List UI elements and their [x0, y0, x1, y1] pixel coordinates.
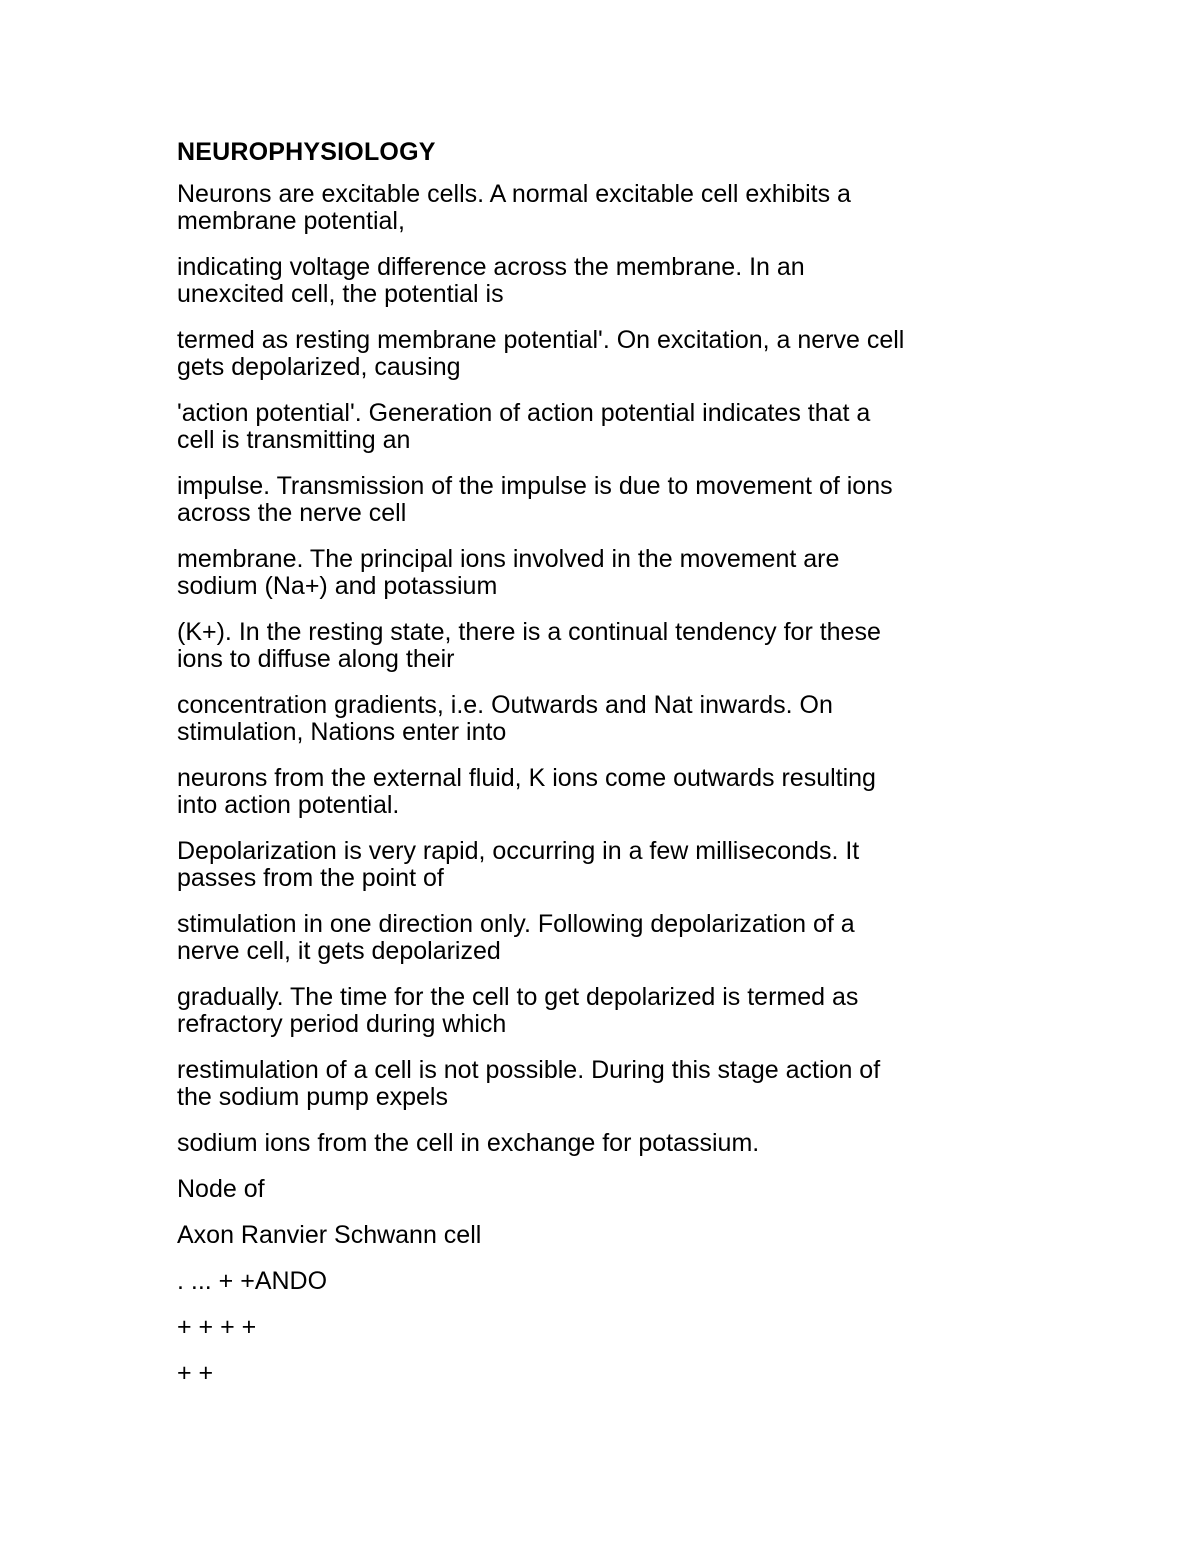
paragraph [177, 984, 1037, 1038]
paragraph-line: passes from the point of [177, 864, 444, 892]
paragraph-line: into action potential. [177, 791, 400, 819]
diagram-residue-line: . ... + +ANDO [177, 1267, 328, 1295]
paragraph-line: stimulation in one direction only. Following depolarization of a [177, 910, 855, 938]
paragraph-line: gradually. The time for the cell to get depolarized is termed as [177, 983, 859, 1011]
paragraph-line: (K+). In the resting state, there is a continual tendency for these [177, 618, 881, 646]
paragraph [177, 619, 1037, 673]
paragraph-line: nerve cell, it gets depolarized [177, 937, 501, 965]
paragraph-line: across the nerve cell [177, 499, 407, 527]
paragraph [177, 254, 1037, 308]
paragraph-line: neurons from the external fluid, K ions come outwards resulting [177, 764, 876, 792]
paragraph-line: Neurons are excitable cells. A normal excitable cell exhibits a [177, 180, 851, 208]
paragraph [177, 911, 1037, 965]
paragraph [177, 838, 1037, 892]
paragraph-line: ions to diffuse along their [177, 645, 455, 673]
paragraph [177, 765, 1037, 819]
paragraph-line: sodium (Na+) and potassium [177, 572, 498, 600]
paragraph [177, 473, 1037, 527]
paragraph-line: the sodium pump expels [177, 1083, 448, 1111]
paragraph [177, 1057, 1037, 1111]
paragraph [177, 546, 1037, 600]
document-title: NEUROPHYSIOLOGY [177, 138, 436, 166]
diagram-label-node-of: Node of [177, 1175, 265, 1203]
paragraph-line: membrane potential, [177, 207, 405, 235]
paragraph-line: Depolarization is very rapid, occurring in a few milliseconds. It [177, 837, 860, 865]
paragraph [177, 181, 1037, 235]
paragraph [177, 400, 1037, 454]
paragraph-line: impulse. Transmission of the impulse is due to movement of ions [177, 472, 893, 500]
diagram-residue-line: + + + + [177, 1313, 257, 1341]
paragraph-line: 'action potential'. Generation of action potential indicates that a [177, 399, 871, 427]
paragraph [177, 327, 1037, 381]
paragraph-line: cell is transmitting an [177, 426, 411, 454]
paragraph-line: membrane. The principal ions involved in the movement are [177, 545, 840, 573]
paragraph-line: stimulation, Nations enter into [177, 718, 507, 746]
paragraph-line: indicating voltage difference across the membrane. In an [177, 253, 805, 281]
paragraph-line: gets depolarized, causing [177, 353, 461, 381]
paragraph-line: termed as resting membrane potential'. On excitation, a nerve cell [177, 326, 905, 354]
diagram-label-axon-ranvier-schwann: Axon Ranvier Schwann cell [177, 1221, 482, 1249]
paragraph-line: unexcited cell, the potential is [177, 280, 504, 308]
diagram-residue-line: + + [177, 1359, 214, 1387]
paragraph [177, 692, 1037, 746]
single-line-paragraph: sodium ions from the cell in exchange for potassium. [177, 1129, 760, 1157]
paragraph-line: restimulation of a cell is not possible. During this stage action of [177, 1056, 881, 1084]
paragraph-line: refractory period during which [177, 1010, 507, 1038]
document-page [177, 136, 1037, 1406]
paragraph-line: concentration gradients, i.e. Outwards and Nat inwards. On [177, 691, 833, 719]
